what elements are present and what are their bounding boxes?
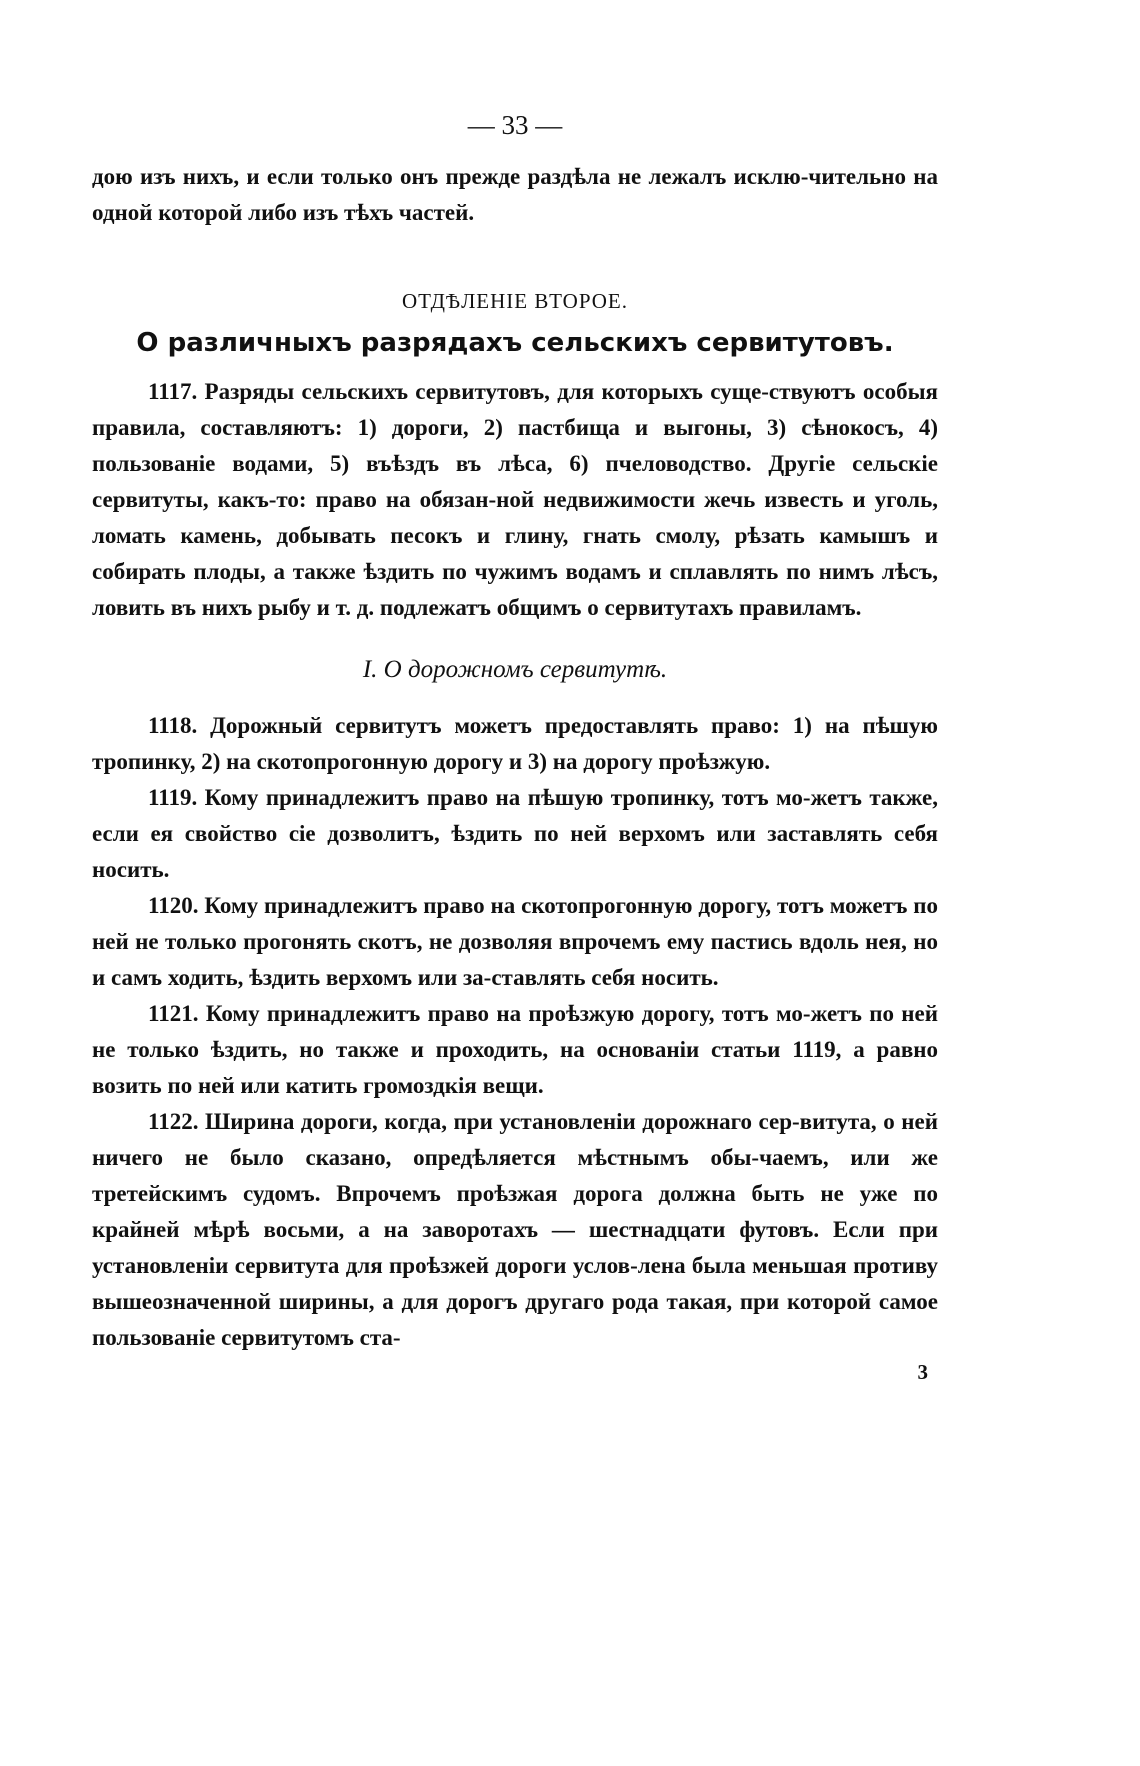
- paragraph-1120: 1120. Кому принадлежитъ право на скотопрогонную дорогу, тотъ можетъ по ней не только прогонять скотъ, не дозволяя впрочемъ ему пастись вдоль нея, но и самъ ходить, ѣздить верхомъ или за-ставлять себя носить.: [92, 893, 938, 990]
- paragraph-1118: 1118. Дорожный сервитутъ можетъ предоставлять право: 1) на пѣшую тропинку, 2) на скотопрогонную дорогу и 3) на дорогу проѣзжую.: [92, 713, 938, 774]
- signature-mark: 3: [917, 1360, 928, 1384]
- section-title: О различныхъ разрядахъ сельскихъ сервитутовъ.: [136, 328, 894, 358]
- paragraph-1121: 1121. Кому принадлежитъ право на проѣзжую дорогу, тотъ мо-жетъ по ней не только ѣздить, но также и проходить, на основаніи статьи 1119, а равно возить по ней или катить громоздкія вещи.: [92, 1001, 938, 1098]
- paragraph-1117: 1117. Разряды сельскихъ сервитутовъ, для которыхъ суще-ствуютъ особыя правила, составляютъ: 1) дороги, 2) пастбища и выгоны, 3) сѣнокосъ, 4) пользованіе водами, 5) въѣздъ въ лѣса, 6) пчеловодство. Другіе сельскіе сервитуты, какъ-то: право на обязан-ной недвижимости жечь известь и уголь, ломать камень, добывать песокъ и глину, гнать смолу, рѣзать камышъ и собирать плоды, а также ѣздить по чужимъ водамъ и сплавлять по нимъ лѣсъ, ловить въ нихъ рыбу и т. д. подлежатъ общимъ о сервитутахъ правиламъ.: [92, 379, 938, 620]
- document-page: [92, 110, 938, 1385]
- intro-paragraph: дою изъ нихъ, и если только онъ прежде раздѣла не лежалъ исклю-чительно на одной которой либо изъ тѣхъ частей.: [92, 164, 938, 225]
- page-number: — 33 —: [467, 110, 563, 140]
- section-label: ОТДѢЛЕНІЕ ВТОРОЕ.: [401, 289, 628, 313]
- paragraph-1122: 1122. Ширина дороги, когда, при установленіи дорожнаго сер-витута, о ней ничего не было сказано, опредѣляется мѣстнымъ обы-чаемъ, или же третейскимъ судомъ. Впрочемъ проѣзжая дорога должна быть не уже по крайней мѣрѣ восьми, а на заворотахъ — шестнадцати футовъ. Если при установленіи сервитута для проѣзжей дороги услов-лена была меньшая противу вышеозначенной ширины, а для дорогъ другаго рода такая, при которой самое пользованіе сервитутомъ ста-: [92, 1109, 938, 1350]
- subsection-title: I. О дорожномъ сервитутѣ.: [362, 656, 668, 683]
- paragraph-1119: 1119. Кому принадлежитъ право на пѣшую тропинку, тотъ мо-жетъ также, если ея свойство сіе дозволитъ, ѣздить по ней верхомъ или заставлять себя носить.: [92, 785, 938, 882]
